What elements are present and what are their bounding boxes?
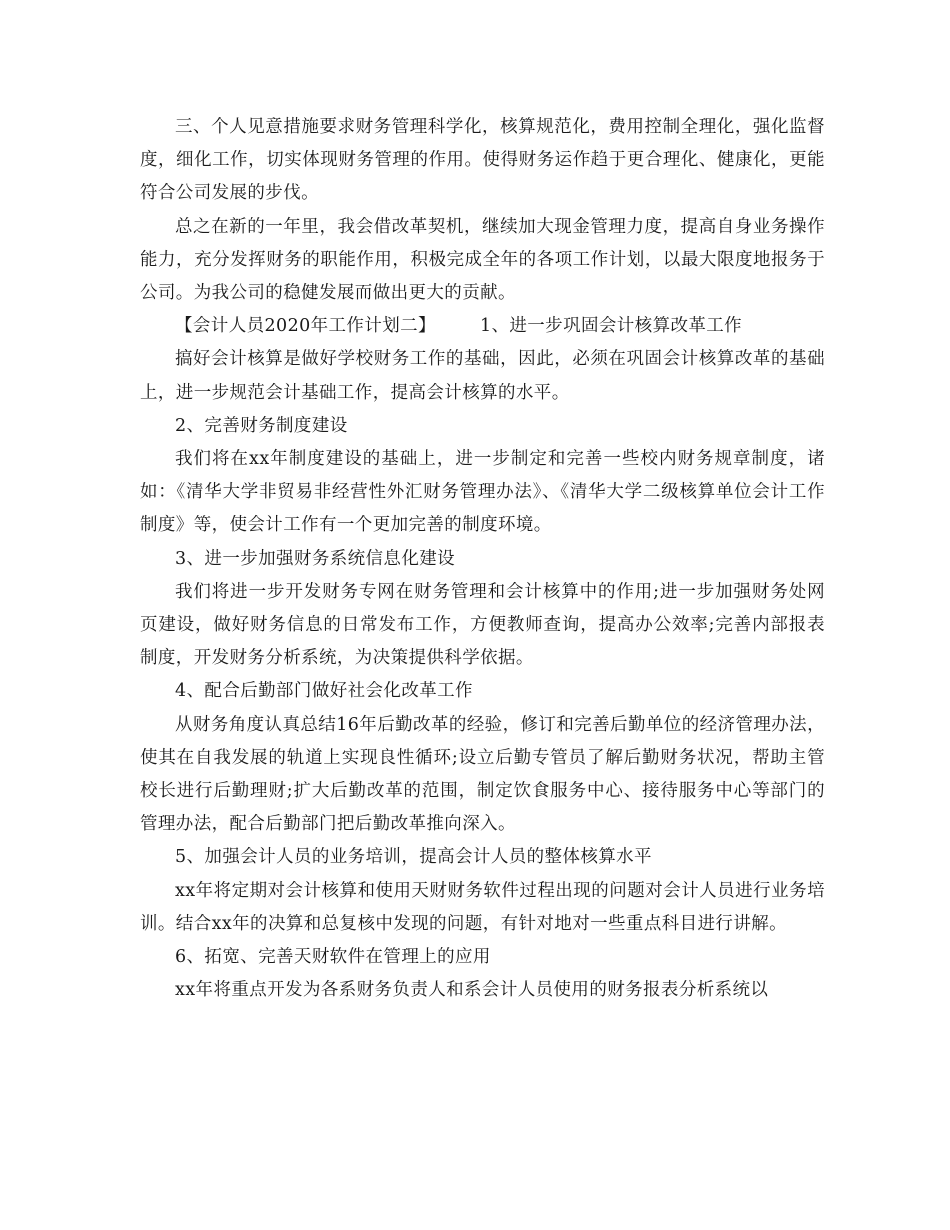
item2-body: 我们将在xx年制度建设的基础上，进一步制定和完善一些校内财务规章制度，诸如：《清华大学非贸易非经营性外汇财务管理办法》、《清华大学二级核算单位会计工作制度》等，使会计工作有一个更加完善的制度环境。	[140, 449, 825, 536]
item5-title: 5、加强会计人员的业务培训，提高会计人员的整体核算水平	[175, 847, 652, 868]
item6-body: xx年将重点开发为各系财务负责人和系会计人员使用的财务报表分析系统以	[175, 980, 769, 1001]
item1-body: 搞好会计核算是做好学校财务工作的基础，因此，必须在巩固会计核算改革的基础上，进一步规范会计基础工作，提高会计核算的水平。	[140, 349, 825, 403]
item6-title: 6、拓宽、完善天财软件在管理上的应用	[175, 947, 491, 968]
plan-title: 【会计人员2020年工作计划二】	[175, 316, 436, 337]
item5-body: xx年将定期对会计核算和使用天财财务软件过程出现的问题对会计人员进行业务培训。结合xx年的决算和总复核中发现的问题，有针对地对一些重点科目进行讲解。	[140, 880, 825, 934]
item4-title: 4、配合后勤部门做好社会化改革工作	[175, 681, 473, 702]
item2-title: 2、完善财务制度建设	[175, 415, 348, 436]
paragraph-summary: 总之在新的一年里，我会借改革契机，继续加大现金管理力度，提高自身业务操作能力，充分发挥财务的职能作用，积极完成全年的各项工作计划，以最大限度地报务于公司。为我公司的稳健发展而做出更大的贡献。	[140, 216, 825, 304]
item4-body: 从财务角度认真总结16年后勤改革的经验，修订和完善后勤单位的经济管理办法，使其在自我发展的轨道上实现良性循环;设立后勤专管员了解后勤财务状况，帮助主管校长进行后勤理财;扩大后勤改革的范围，制定饮食服务中心、接待服务中心等部门的管理办法，配合后勤部门把后勤改革推向深入。	[140, 714, 825, 835]
document-page	[140, 111, 825, 1007]
plan-heading-line	[140, 310, 825, 343]
paragraph-personal-suggestions: 三、个人见意措施要求财务管理科学化，核算规范化，费用控制全理化，强化监督度，细化工作，切实体现财务管理的作用。使得财务运作趋于更合理化、健康化，更能符合公司发展的步伐。	[140, 117, 825, 204]
item1-title: 1、进一步巩固会计核算改革工作	[479, 316, 743, 337]
item3-body: 我们将进一步开发财务专网在财务管理和会计核算中的作用;进一步加强财务处网页建设，做好财务信息的日常发布工作，方便教师查询，提高办公效率;完善内部报表制度，开发财务分析系统，为决策提供科学依据。	[140, 581, 825, 669]
item3-title: 3、进一步加强财务系统信息化建设	[175, 548, 456, 569]
